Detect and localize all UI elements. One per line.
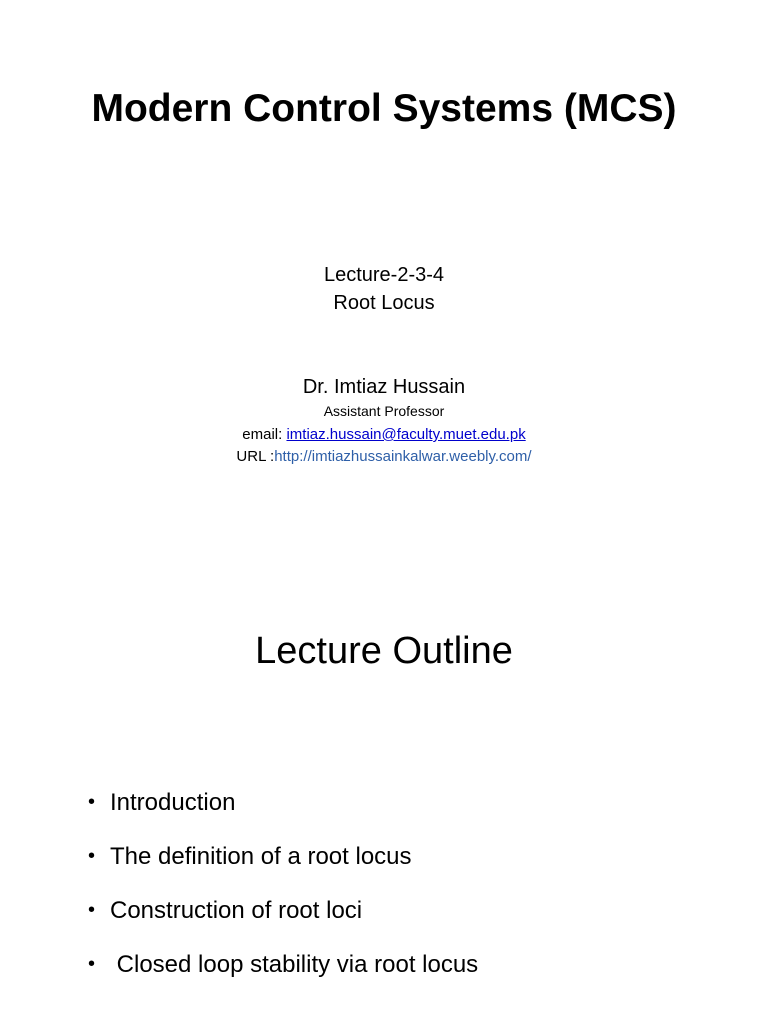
url-label: URL : <box>236 448 275 465</box>
url-line <box>0 447 768 467</box>
url-link[interactable]: http://imtiazhussainkalwar.weebly.com/ <box>274 448 532 465</box>
outline-title: Lecture Outline <box>255 630 513 672</box>
author-position: Assistant Professor <box>323 403 445 419</box>
lecture-number: Lecture-2-3-4 <box>323 264 445 286</box>
bullet-icon: • <box>88 899 96 921</box>
outline-list <box>88 788 478 1004</box>
author-name: Dr. Imtiaz Hussain <box>302 376 466 398</box>
outline-item-text: The definition of a root locus <box>110 843 412 870</box>
outline-item <box>88 950 478 1004</box>
slide-title: Modern Control Systems (MCS) <box>91 87 677 130</box>
bullet-icon: • <box>88 953 96 975</box>
outline-item <box>88 788 478 842</box>
email-line <box>0 425 768 445</box>
bullet-icon: • <box>88 791 96 813</box>
outline-item <box>88 896 478 950</box>
email-link[interactable]: imtiaz.hussain@faculty.muet.edu.pk <box>286 426 526 443</box>
outline-item-text: Construction of root loci <box>110 897 363 924</box>
outline-item-text: Introduction <box>110 789 236 816</box>
email-label: email: <box>242 426 287 443</box>
lecture-topic: Root Locus <box>333 292 435 314</box>
outline-item-text: Closed loop stability via root locus <box>110 951 479 978</box>
outline-item <box>88 842 478 896</box>
outline-slide <box>0 512 768 1024</box>
bullet-icon: • <box>88 845 96 867</box>
